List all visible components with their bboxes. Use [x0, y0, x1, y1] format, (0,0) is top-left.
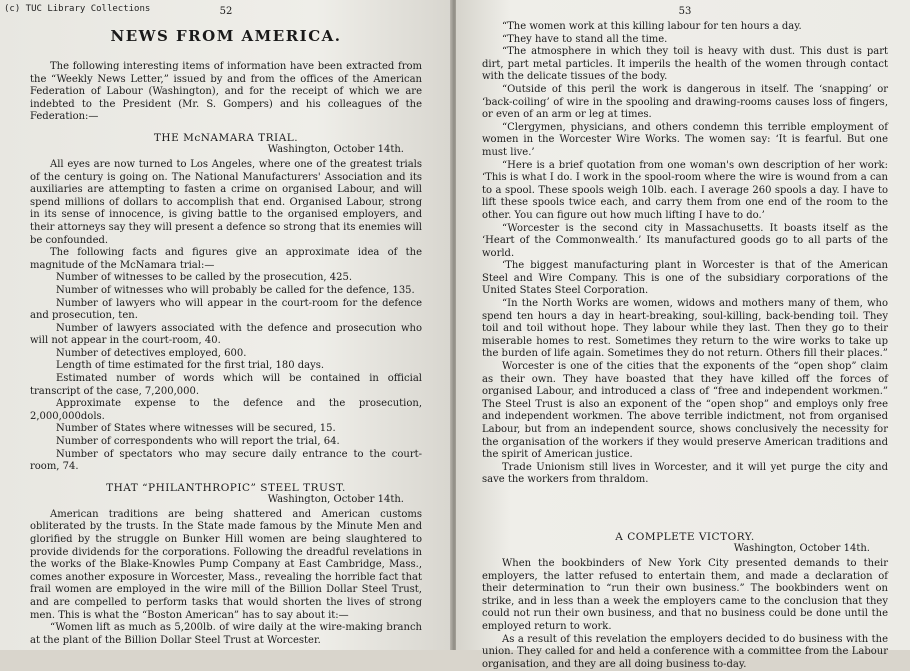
- fact-item: Length of time estimated for the first trial, 180 days.: [56, 360, 325, 372]
- fact-item: Number of witnesses who will probably be called for the defence, 135.: [56, 284, 415, 296]
- quote-paragraph: “The women work at this killing labour for ten hours a day.: [502, 21, 802, 32]
- body-paragraph: Trade Unionism still lives in Worcester, and it will yet purge the city and save the workers from thraldom.: [482, 461, 888, 486]
- fact-item: Number of witnesses to be called by the prosecution, 425.: [56, 272, 353, 284]
- mcnamara-paragraph-2: The following facts and figures give an approximate idea of the magnitude of the McNamara trial:—: [30, 247, 422, 271]
- body-paragraph: Worcester is one of the cities that the exponents of the “open shop” claim as their own. They have boasted that they have killed off the forces of organised Labour, and introduced a class of “free and independent workmen.” The Steel Trust is also an exponent of the “open shop” and employs only free and independent workmen. The above terrible indictment, not from organised Labour, but from an independent source, shows conclusively the necessity for the organisation of the workers if they would preserve American traditions and the spirit of American justice.: [482, 361, 888, 461]
- quote-paragraph: “Here is a brief quotation from one woman's own description of her work: ‘This is what I do. I work in the spool-room where the wire is wound from a can to a spool. These spools weigh 10lb. each. I average 260 spools a day. I have to lift these spools twice each, and carry them from one end of the room to the other. You can figure out how much lifting I have to do.’: [482, 159, 888, 221]
- left-page-number: 52: [219, 6, 233, 17]
- section-dateline-mcnamara: Washington, October 14th.: [267, 143, 404, 155]
- quote-paragraph: “They have to stand all the time.: [502, 33, 668, 45]
- quote-paragraph: “Worcester is the second city in Massachusetts. It boasts itself as the ‘Heart of the Commonwealth.’ Its manufactured goods go to all parts of the world.: [482, 222, 888, 259]
- article-title: NEWS FROM AMERICA.: [110, 27, 342, 45]
- fact-item: Estimated number of words which will be contained in official transcript of the case, 7,200,000.: [30, 373, 422, 397]
- fact-item: Number of spectators who may secure daily entrance to the court-room, 74.: [30, 448, 422, 473]
- fact-item: Number of detectives employed, 600.: [56, 347, 247, 359]
- fact-item: Approximate expense to the defence and the prosecution, 2,000,000dols.: [30, 398, 422, 422]
- quote-paragraph: “In the North Works are women, widows and mothers many of them, who spend ten hours a day in heart-breaking, soul-killing, back-bending toil. They toil and toil without hope. They labour while they last. Then they go to their miserable homes to rest. Sometimes they return to the wire works to take up the burden of life again. Sometimes they do not return. Others fill their places.”: [482, 298, 888, 360]
- section-title-steel-trust: THAT “PHILANTHROPIC” STEEL TRUST.: [106, 481, 346, 494]
- fact-item: Number of States where witnesses will be secured, 15.: [56, 423, 336, 435]
- steel-trust-paragraph-2: “Women lift as much as 5,200lb. of wire daily at the wire-making branch at the plant of the Billion Dollar Steel Trust at Worcester.: [30, 622, 422, 646]
- victory-paragraph-1: When the bookbinders of New York City presented demands to their employers, the latter refused to entertain them, and made a declaration of their determination to “run their own business.” The bookbinders went on strike, and in less than a week the employers came to the conclusion that they could not run their own business, and that no business could be done until the employed return to work.: [482, 557, 888, 632]
- mcnamara-paragraph-1: All eyes are now turned to Los Angeles, where one of the greatest trials of the century is going on. The National Manufacturers' Association and its auxiliaries are attempting to fasten a crime on organised Labour, and will spend millions of dollars to accomplish that end. Organised Labour, strong in its sense of innocence, is giving battle to the organised employers, and their attorneys say they will present a defence so strong that its enemies will be confounded.: [30, 158, 422, 246]
- quote-paragraph: “Outside of this peril the work is dangerous in itself. The ‘snapping’ or ‘back-coiling’ of wire in the spooling and drawing-rooms causes loss of fingers, or even of an arm or leg at times.: [482, 83, 888, 121]
- section-dateline-victory: Washington, October 14th.: [733, 542, 870, 554]
- left-page: [0, 0, 452, 650]
- right-page: [456, 0, 910, 670]
- victory-paragraph-2: As a result of this revelation the employers decided to do business with the union. They called for and held a conference with a committee from the Labour organisation, and they are all doing business to-day.: [482, 633, 888, 670]
- section-gap: [482, 487, 888, 523]
- quote-paragraph: “Clergymen, physicians, and others condemn this terrible employment of women in the Worcester Wire Works. The women say: ‘It is fearful. But one must live.’: [482, 121, 888, 158]
- fact-item: Number of lawyers associated with the defence and prosecution who will not appear in the court-room, 40.: [30, 322, 422, 347]
- section-title-victory: A COMPLETE VICTORY.: [615, 530, 755, 543]
- fact-item: Number of correspondents who will report the trial, 64.: [56, 436, 340, 448]
- collection-label: (c) TUC Library Collections: [4, 4, 151, 14]
- fact-item: Number of lawyers who will appear in the court-room for the defence and prosecution, ten.: [30, 297, 422, 322]
- section-dateline-steel-trust: Washington, October 14th.: [267, 493, 404, 505]
- quote-paragraph: “The atmosphere in which they toil is heavy with dust. This dust is part dirt, part metal particles. It imperils the health of the women through contact with the delicate tissues of the body.: [482, 46, 888, 83]
- right-page-number: 53: [678, 6, 692, 17]
- steel-trust-paragraph-1: American traditions are being shattered and American customs obliterated by the trusts. In the State made famous by the Minute Men and glorified by the struggle on Bunker Hill women are being slaughtered to provide dividends for the corporations. Following the dreadful revelations in the works of the Blake-Knowles Pump Company at East Cambridge, Mass., comes another exposure in Worcester, Mass., revealing the horrible fact that frail women are employed in the wire mill of the Billion Dollar Steel Trust, and are compelled to perform tasks that would shorten the lives of strong men. This is what the “Boston American” has to say about it:—: [30, 508, 422, 621]
- section-title-mcnamara: THE McNAMARA TRIAL.: [153, 131, 299, 144]
- intro-paragraph: The following interesting items of information have been extracted from the “Weekly News Letter,” issued by and from the offices of the American Federation of Labour (Washington), and for the receipt of which we are indebted to the President (Mr. S. Gompers) and his colleagues of the Federation:—: [30, 61, 422, 123]
- quote-paragraph: ‘The biggest manufacturing plant in Worcester is that of the American Steel and Wire Company. This is one of the subsidiary corporations of the United States Steel Corporation.: [482, 260, 888, 297]
